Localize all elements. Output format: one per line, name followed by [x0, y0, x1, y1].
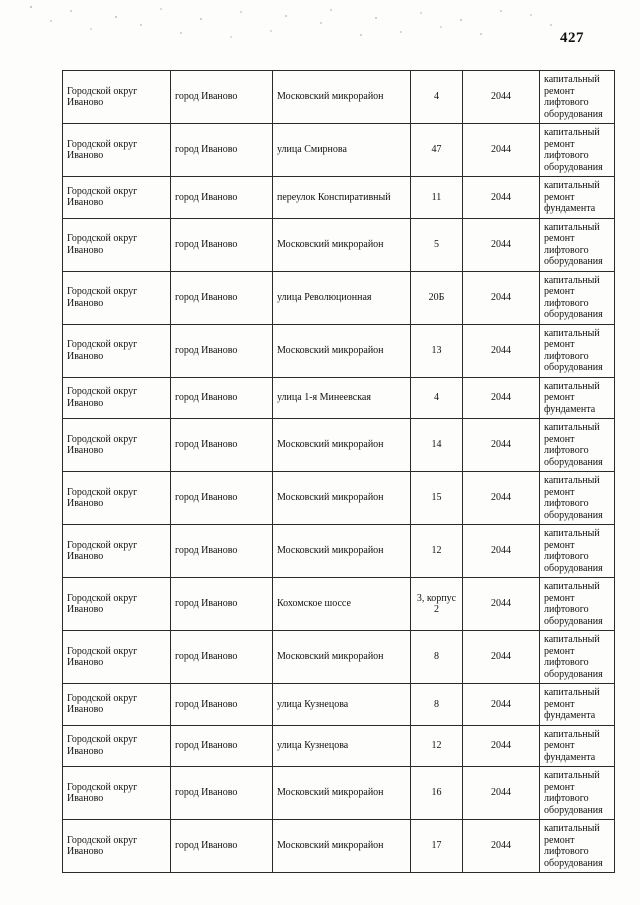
table-row	[63, 767, 615, 820]
table-row	[63, 419, 615, 472]
table-cell-municipality: Городской округ Иваново	[63, 218, 171, 271]
table-cell-house: 8	[411, 631, 463, 684]
table-cell-settlement: город Иваново	[171, 177, 273, 219]
table-cell-municipality: Городской округ Иваново	[63, 271, 171, 324]
table-cell-settlement: город Иваново	[171, 820, 273, 873]
table-cell-street: Московский микрорайон	[273, 71, 411, 124]
table-row	[63, 472, 615, 525]
table-cell-municipality: Городской округ Иваново	[63, 177, 171, 219]
table-cell-settlement: город Иваново	[171, 324, 273, 377]
table-row	[63, 377, 615, 419]
table-cell-house: 4	[411, 377, 463, 419]
table-cell-work: капитальный ремонт лифтового оборудования	[540, 419, 615, 472]
table-cell-street: Московский микрорайон	[273, 525, 411, 578]
table-cell-settlement: город Иваново	[171, 71, 273, 124]
table-cell-year: 2044	[463, 324, 540, 377]
table-cell-year: 2044	[463, 377, 540, 419]
table-cell-municipality: Городской округ Иваново	[63, 725, 171, 767]
table-cell-street: Московский микрорайон	[273, 631, 411, 684]
table-cell-year: 2044	[463, 578, 540, 631]
table-cell-year: 2044	[463, 725, 540, 767]
table-cell-street: улица Революционная	[273, 271, 411, 324]
table-cell-house: 8	[411, 684, 463, 726]
table-cell-work: капитальный ремонт фундамента	[540, 377, 615, 419]
table-cell-year: 2044	[463, 177, 540, 219]
table-cell-year: 2044	[463, 820, 540, 873]
table-cell-street: Московский микрорайон	[273, 820, 411, 873]
table-cell-house: 20Б	[411, 271, 463, 324]
table-cell-settlement: город Иваново	[171, 684, 273, 726]
table-cell-house: 13	[411, 324, 463, 377]
table-cell-settlement: город Иваново	[171, 578, 273, 631]
table-cell-year: 2044	[463, 525, 540, 578]
table-cell-municipality: Городской округ Иваново	[63, 71, 171, 124]
table-cell-year: 2044	[463, 218, 540, 271]
table-row	[63, 578, 615, 631]
schedule-table	[62, 70, 615, 873]
table-cell-work: капитальный ремонт фундамента	[540, 177, 615, 219]
table-row	[63, 324, 615, 377]
table-cell-settlement: город Иваново	[171, 631, 273, 684]
table-cell-settlement: город Иваново	[171, 725, 273, 767]
table-cell-street: Московский микрорайон	[273, 218, 411, 271]
table-cell-house: 11	[411, 177, 463, 219]
table-cell-house: 5	[411, 218, 463, 271]
table-cell-year: 2044	[463, 124, 540, 177]
table-cell-year: 2044	[463, 631, 540, 684]
table-cell-year: 2044	[463, 684, 540, 726]
table-cell-house: 15	[411, 472, 463, 525]
table-cell-street: улица Смирнова	[273, 124, 411, 177]
table-cell-municipality: Городской округ Иваново	[63, 684, 171, 726]
table-cell-settlement: город Иваново	[171, 377, 273, 419]
table-row	[63, 684, 615, 726]
table-cell-municipality: Городской округ Иваново	[63, 472, 171, 525]
table-cell-settlement: город Иваново	[171, 767, 273, 820]
table-cell-work: капитальный ремонт лифтового оборудования	[540, 124, 615, 177]
table-cell-house: 3, корпус 2	[411, 578, 463, 631]
table-cell-house: 12	[411, 725, 463, 767]
table-cell-street: Кохомское шоссе	[273, 578, 411, 631]
table-row	[63, 820, 615, 873]
table-cell-municipality: Городской округ Иваново	[63, 377, 171, 419]
table-cell-street: Московский микрорайон	[273, 419, 411, 472]
table-cell-work: капитальный ремонт лифтового оборудования	[540, 271, 615, 324]
table-cell-year: 2044	[463, 71, 540, 124]
table-cell-year: 2044	[463, 472, 540, 525]
table-cell-municipality: Городской округ Иваново	[63, 820, 171, 873]
schedule-table-body	[63, 71, 615, 873]
table-cell-street: Московский микрорайон	[273, 472, 411, 525]
table-cell-work: капитальный ремонт лифтового оборудования	[540, 218, 615, 271]
table-cell-house: 16	[411, 767, 463, 820]
table-cell-house: 17	[411, 820, 463, 873]
table-cell-year: 2044	[463, 271, 540, 324]
table-cell-settlement: город Иваново	[171, 472, 273, 525]
table-cell-settlement: город Иваново	[171, 218, 273, 271]
table-cell-house: 4	[411, 71, 463, 124]
table-row	[63, 124, 615, 177]
table-cell-work: капитальный ремонт лифтового оборудования	[540, 525, 615, 578]
table-cell-municipality: Городской округ Иваново	[63, 124, 171, 177]
table-cell-settlement: город Иваново	[171, 271, 273, 324]
table-cell-street: улица 1-я Минеевская	[273, 377, 411, 419]
table-cell-settlement: город Иваново	[171, 419, 273, 472]
table-cell-year: 2044	[463, 767, 540, 820]
scan-noise	[30, 6, 32, 8]
table-cell-work: капитальный ремонт лифтового оборудования	[540, 472, 615, 525]
table-row	[63, 71, 615, 124]
table-row	[63, 525, 615, 578]
table-cell-work: капитальный ремонт лифтового оборудования	[540, 324, 615, 377]
table-cell-settlement: город Иваново	[171, 124, 273, 177]
table-cell-municipality: Городской округ Иваново	[63, 525, 171, 578]
table-cell-street: Московский микрорайон	[273, 767, 411, 820]
page-number: 427	[560, 30, 584, 46]
table-row	[63, 631, 615, 684]
table-cell-street: улица Кузнецова	[273, 725, 411, 767]
table-cell-municipality: Городской округ Иваново	[63, 631, 171, 684]
table-cell-municipality: Городской округ Иваново	[63, 578, 171, 631]
table-cell-street: переулок Конспиративный	[273, 177, 411, 219]
table-cell-work: капитальный ремонт лифтового оборудования	[540, 767, 615, 820]
table-cell-street: Московский микрорайон	[273, 324, 411, 377]
table-cell-work: капитальный ремонт лифтового оборудования	[540, 631, 615, 684]
table-cell-house: 12	[411, 525, 463, 578]
table-cell-house: 47	[411, 124, 463, 177]
table-cell-work: капитальный ремонт лифтового оборудования	[540, 578, 615, 631]
table-cell-work: капитальный ремонт фундамента	[540, 725, 615, 767]
table-row	[63, 177, 615, 219]
table-cell-work: капитальный ремонт фундамента	[540, 684, 615, 726]
table-cell-municipality: Городской округ Иваново	[63, 767, 171, 820]
table-row	[63, 218, 615, 271]
table-cell-street: улица Кузнецова	[273, 684, 411, 726]
table-cell-house: 14	[411, 419, 463, 472]
table-cell-year: 2044	[463, 419, 540, 472]
table-row	[63, 271, 615, 324]
table-cell-settlement: город Иваново	[171, 525, 273, 578]
table-cell-municipality: Городской округ Иваново	[63, 419, 171, 472]
table-cell-work: капитальный ремонт лифтового оборудования	[540, 71, 615, 124]
table-cell-municipality: Городской округ Иваново	[63, 324, 171, 377]
table-row	[63, 725, 615, 767]
table-cell-work: капитальный ремонт лифтового оборудования	[540, 820, 615, 873]
